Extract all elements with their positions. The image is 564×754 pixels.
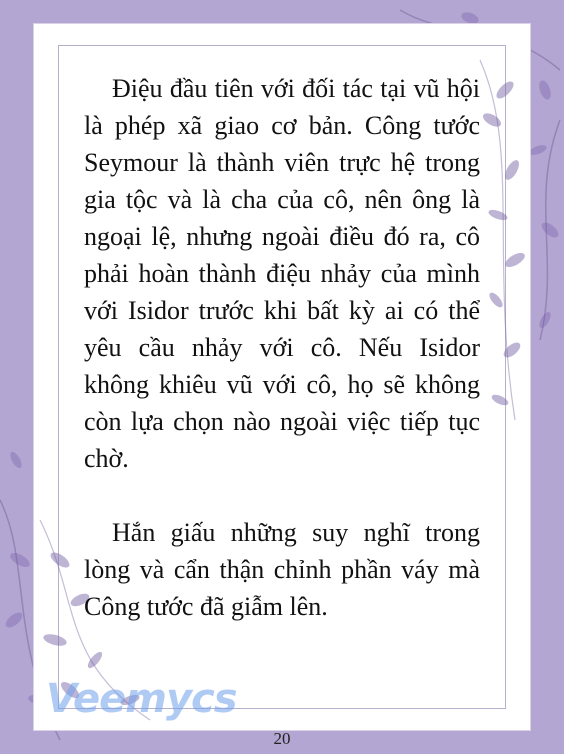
story-text (84, 70, 480, 625)
page-number: 20 (273, 729, 291, 748)
paragraph: Hắn giấu những suy nghĩ trong lòng và cẩn thận chỉnh phần váy mà Công tước đã giẫm lên. (84, 518, 480, 621)
watermark-logo: Veemycs (46, 676, 237, 722)
paragraph: Điệu đầu tiên với đối tác tại vũ hội là phép xã giao cơ bản. Công tước Seymour là thành viên trực hệ trong gia tộc và là cha của cô, nên ông là ngoại lệ, nhưng ngoài điều đó ra, cô phải hoàn thành điệu nhảy của mình với Isidor trước khi bất kỳ ai có thể yêu cầu nhảy với cô. Nếu Isidor không khiêu vũ với cô, họ sẽ không còn lựa chọn nào ngoài việc tiếp tục chờ. (84, 74, 480, 473)
